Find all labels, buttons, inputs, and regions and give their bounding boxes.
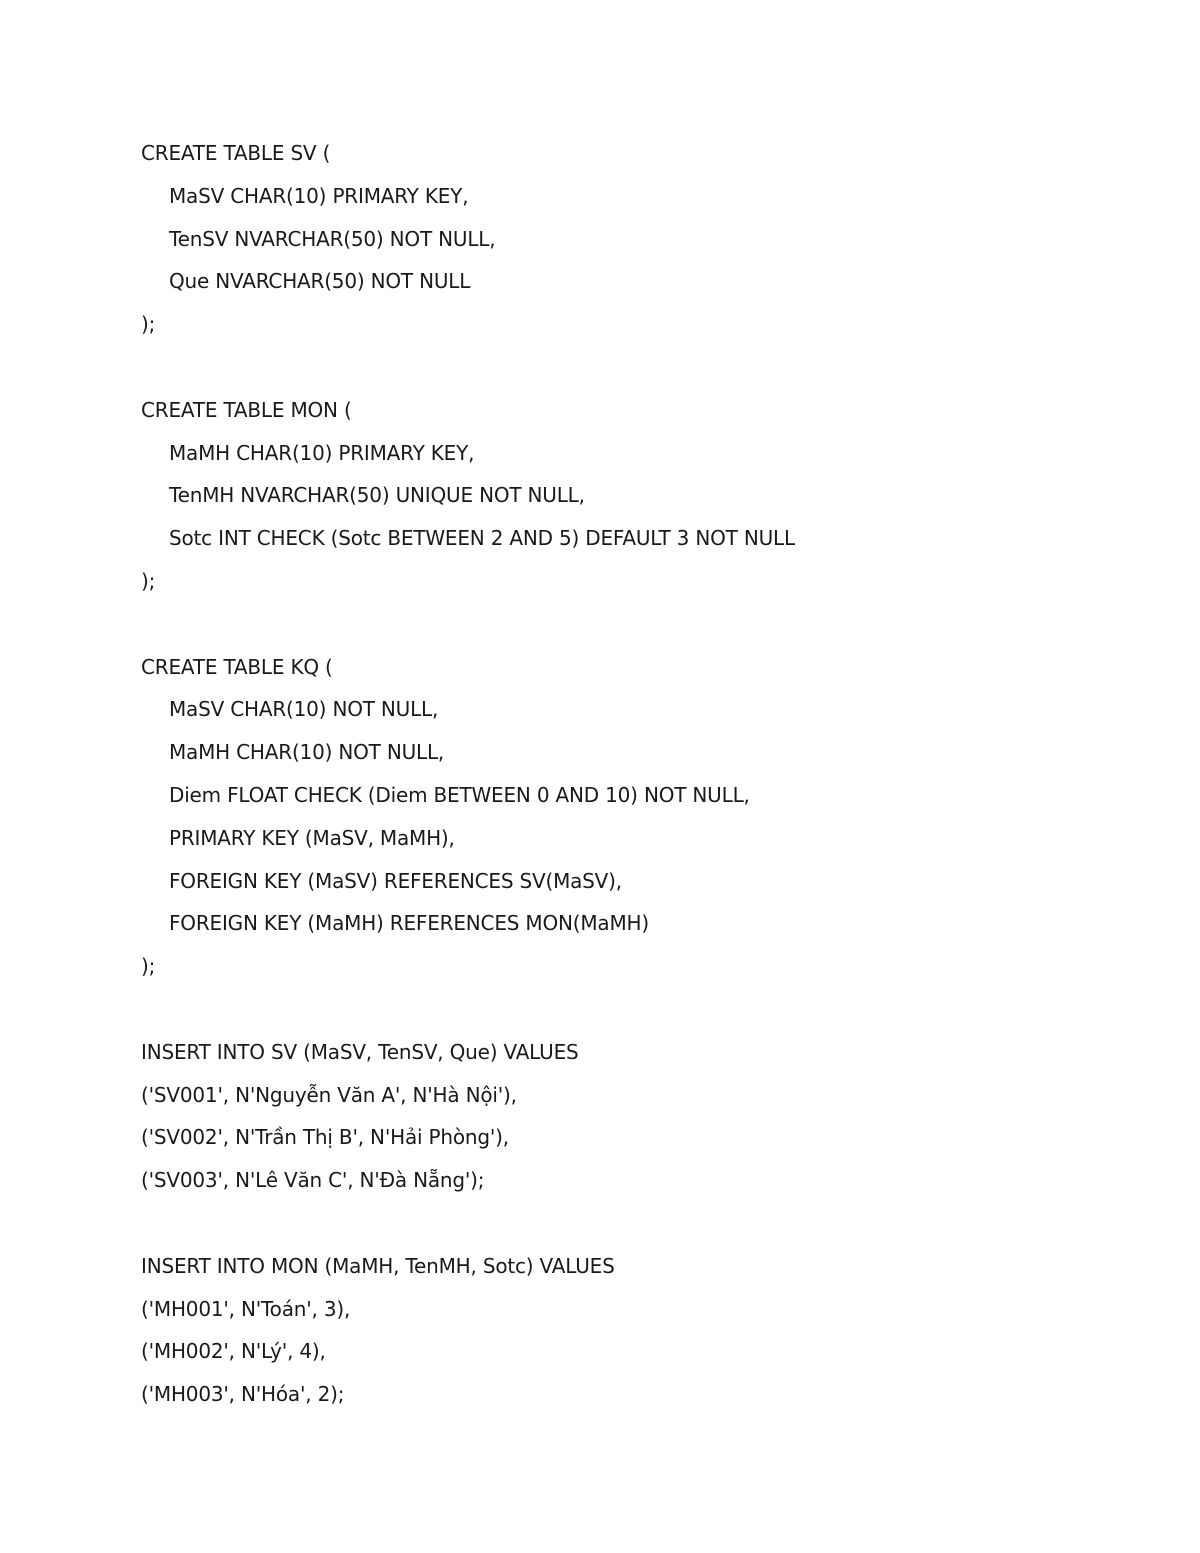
code-line: ('SV001', N'Nguyễn Văn A', N'Hà Nội'),: [141, 1082, 517, 1107]
code-line: CREATE TABLE KQ (: [141, 654, 333, 679]
code-line: );: [141, 312, 156, 337]
code-line: Que NVARCHAR(50) NOT NULL: [169, 269, 471, 294]
code-line: ('MH002', N'Lý', 4),: [141, 1339, 326, 1364]
sql-statement-block: [141, 132, 1141, 346]
code-line: MaMH CHAR(10) PRIMARY KEY,: [169, 440, 475, 465]
code-line: MaSV CHAR(10) NOT NULL,: [169, 697, 439, 722]
code-line: PRIMARY KEY (MaSV, MaMH),: [169, 825, 455, 850]
blank-line: [141, 1202, 1141, 1245]
code-line: ('SV002', N'Trần Thị B', N'Hải Phòng'),: [141, 1125, 509, 1150]
blank-line: [141, 346, 1141, 389]
code-line: INSERT INTO SV (MaSV, TenSV, Que) VALUES: [141, 1039, 579, 1064]
blank-line: [141, 603, 1141, 646]
code-line: ('SV003', N'Lê Văn C', N'Đà Nẵng');: [141, 1168, 485, 1193]
code-line: CREATE TABLE SV (: [141, 141, 331, 165]
code-line: Sotc INT CHECK (Sotc BETWEEN 2 AND 5) DEFAULT 3 NOT NULL: [169, 526, 795, 551]
code-line: TenSV NVARCHAR(50) NOT NULL,: [169, 226, 496, 251]
code-line: MaMH CHAR(10) NOT NULL,: [169, 740, 445, 765]
blank-line: [141, 988, 1141, 1031]
sql-statement-block: [141, 1245, 1141, 1416]
code-line: ('MH001', N'Toán', 3),: [141, 1296, 351, 1321]
sql-statement-block: [141, 646, 1141, 988]
code-line: );: [141, 954, 156, 979]
code-line: FOREIGN KEY (MaSV) REFERENCES SV(MaSV),: [169, 868, 622, 893]
code-line: CREATE TABLE MON (: [141, 397, 352, 422]
code-line: FOREIGN KEY (MaMH) REFERENCES MON(MaMH): [169, 911, 649, 936]
code-line: TenMH NVARCHAR(50) UNIQUE NOT NULL,: [169, 483, 585, 508]
code-line: ('MH003', N'Hóa', 2);: [141, 1382, 345, 1407]
sql-script-body: [141, 132, 1141, 1416]
code-line: );: [141, 568, 156, 593]
code-line: Diem FLOAT CHECK (Diem BETWEEN 0 AND 10) NOT NULL,: [169, 782, 750, 807]
code-line: MaSV CHAR(10) PRIMARY KEY,: [169, 183, 469, 208]
sql-statement-block: [141, 389, 1141, 603]
sql-statement-block: [141, 1031, 1141, 1202]
code-line: INSERT INTO MON (MaMH, TenMH, Sotc) VALUES: [141, 1253, 615, 1278]
